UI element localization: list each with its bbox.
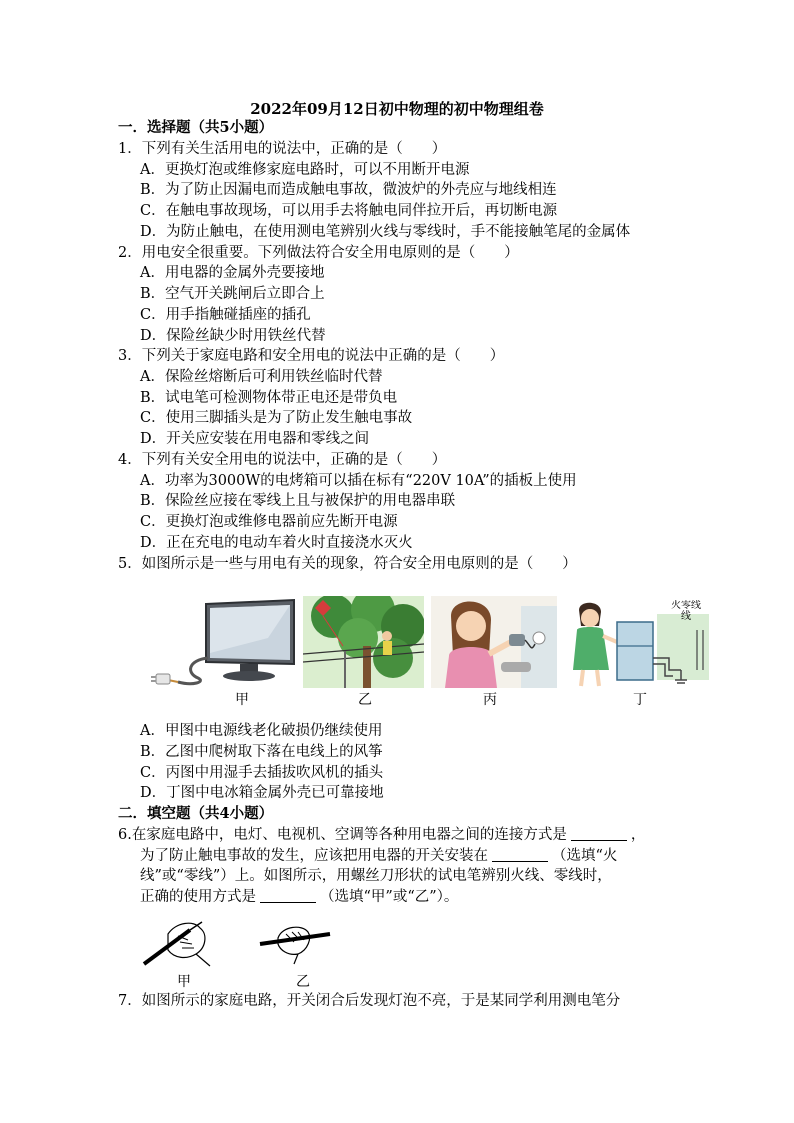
figure-fridge-grounded <box>569 600 710 688</box>
question-6-line-2 <box>140 846 617 866</box>
question-6-line-4 <box>140 887 458 907</box>
figure-caption-pen-jia: 甲 <box>177 974 191 990</box>
question-5-option-c: C．丙图中用湿手去插拔吹风机的插头 <box>140 765 384 781</box>
question-5-option-d: D．丁图中电冰箱金属外壳已可靠接地 <box>140 785 384 801</box>
question-5-option-b: B．乙图中爬树取下落在电线上的风筝 <box>140 744 383 760</box>
question-6-line-1 <box>118 825 645 845</box>
question-4-option-c: C．更换灯泡或维修电器前应先断开电源 <box>140 514 398 530</box>
figure-caption-bing: 丙 <box>483 692 497 708</box>
question-4-option-b: B．保险丝应接在零线上且与被保护的用电器串联 <box>140 493 456 509</box>
question-1-option-b: B．为了防止因漏电而造成触电事故，微波炉的外壳应与地线相连 <box>140 182 557 198</box>
page-title: 2022年09月12日初中物理的初中物理组卷 <box>250 100 544 118</box>
question-5-option-a: A．甲图中电源线老化破损仍继续使用 <box>140 723 383 739</box>
question-1-option-a: A．更换灯泡或维修家庭电路时，可以不用断开电源 <box>140 162 470 178</box>
question-7-line-1: 7．如图所示的家庭电路，开关闭合后发现灯泡不亮，于是某同学利用测电笔分 <box>118 993 621 1009</box>
question-6-line-4-text: 正确的使用方式是 <box>140 889 256 905</box>
question-2-option-d: D．保险丝缺少时用铁丝代替 <box>140 328 326 344</box>
question-4-option-d: D．正在充电的电动车着火时直接浇水灭火 <box>140 535 413 551</box>
question-2-stem: 2．用电安全很重要。下列做法符合安全用电原则的是（ ） <box>118 245 519 261</box>
question-3-option-a: A．保险丝熔断后可利用铁丝临时代替 <box>140 369 383 385</box>
question-5-stem: 5．如图所示是一些与用电有关的现象，符合安全用电原则的是（ ） <box>118 556 577 572</box>
question-4-stem: 4．下列有关安全用电的说法中，正确的是（ ） <box>118 452 447 468</box>
question-6-line-4-end: （选填“甲”或“乙”）。 <box>320 889 459 905</box>
question-3-option-c: C．使用三脚插头是为了防止发生触电事故 <box>140 410 413 426</box>
question-6-line-1-text: 6.在家庭电路中，电灯、电视机、空调等各种用电器之间的连接方式是 <box>118 827 567 843</box>
answer-blank-3[interactable] <box>260 888 316 903</box>
figure-test-pen-jia <box>138 914 218 972</box>
figure-caption-pen-yi: 乙 <box>296 974 310 990</box>
question-1-option-c: C．在触电事故现场，可以用手去将触电同伴拉开后，再切断电源 <box>140 203 558 219</box>
fridge-wire-label: 火零线线 <box>671 600 701 622</box>
figure-caption-ding: 丁 <box>633 692 647 708</box>
figure-wet-hand-hairdryer <box>431 596 557 688</box>
question-1-stem: 1．下列有关生活用电的说法中，正确的是（ ） <box>118 141 447 157</box>
question-3-stem: 3．下列关于家庭电路和安全用电的说法中正确的是（ ） <box>118 348 505 364</box>
question-1-option-d: D．为防止触电，在使用测电笔辨别火线与零线时，手不能接触笔尾的金属体 <box>140 224 631 240</box>
question-4-option-a: A．功率为3000W的电烤箱可以插在标有“220V 10A”的插板上使用 <box>140 473 577 489</box>
question-6-line-1-end: ， <box>630 827 646 843</box>
question-6-line-2-text: 为了防止触电事故的发生，应该把用电器的开关安装在 <box>140 848 488 864</box>
question-2-option-b: B．空气开关跳闸后立即合上 <box>140 286 325 302</box>
section-heading-fill: 二．填空题（共4小题） <box>118 805 274 822</box>
figure-caption-jia: 甲 <box>235 692 249 708</box>
figure-tree-kite <box>303 596 424 688</box>
question-3-option-b: B．试电笔可检测物体带正电还是带负电 <box>140 390 398 406</box>
answer-blank-2[interactable] <box>492 847 548 862</box>
question-6-line-2-end: （选填“火 <box>552 848 618 864</box>
question-2-option-a: A．用电器的金属外壳要接地 <box>140 265 325 281</box>
question-2-option-c: C．用手指触碰插座的插孔 <box>140 307 311 323</box>
question-3-option-d: D．开关应安装在用电器和零线之间 <box>140 431 370 447</box>
figure-tv-frayed-cord <box>148 598 298 688</box>
figure-caption-yi: 乙 <box>358 692 372 708</box>
figure-test-pen-yi <box>258 920 336 966</box>
section-heading-choice: 一．选择题（共5小题） <box>118 119 274 136</box>
question-6-line-3: 线”或“零线”）上。如图所示，用螺丝刀形状的试电笔辨别火线、零线时， <box>140 868 612 884</box>
answer-blank-1[interactable] <box>571 826 627 841</box>
